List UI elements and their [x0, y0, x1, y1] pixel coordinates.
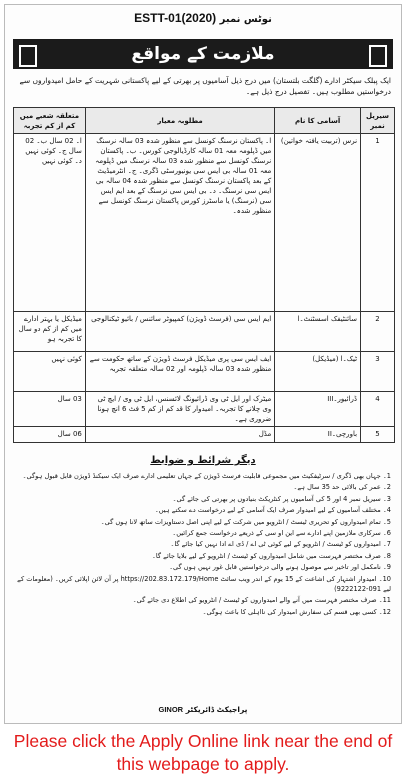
row-experience: کوئی نہیں: [14, 352, 86, 392]
table-row: [14, 352, 395, 392]
terms-item: 3۔ سیریل نمبر 4 اور 5 کی آسامیوں پر کنٹریکٹ بنیادوں پر بھرتی کی جائے گی۔: [172, 494, 391, 503]
signatory: [15, 705, 391, 714]
row-qualification: میٹرک اور ایل ٹی وی ڈرائیونگ لائسنس، ایل ٹی وی / ایچ ٹی وی چلانے کا تجربہ۔ امیدوار کا قد کم از کم 5 فٹ 6 انچ ہونا ضروری ہے۔: [85, 392, 274, 427]
signatory-title: پراجیکٹ ڈائریکٹر: [185, 705, 248, 714]
row-experience: ا۔ 02 سال ب۔ 02 سال ج۔ کوئی نہیں د۔ کوئی نہیں: [14, 134, 86, 312]
terms-item: 4۔ مختلف آسامیوں کے لیے امیدوار صرف ایک آسامی کے لیے درخواست دے سکتے ہیں۔: [154, 506, 391, 515]
table-row: [14, 427, 395, 443]
header-experience: متعلقہ شعبے میں کم از کم تجربہ: [14, 108, 86, 134]
terms-list: [15, 471, 391, 618]
terms-item: 9۔ نامکمل اور تاخیر سے موصول ہونے والی درخواستیں قابل غور نہیں ہوں گی۔: [169, 563, 391, 572]
terms-item: 7۔ امیدواروں کو ٹیسٹ / انٹرویو کے لیے کوئی ٹی اے / ڈی اے ادا نہیں کیا جائے گا۔: [170, 540, 391, 549]
posts-table: [13, 107, 395, 443]
terms-title: دیگر شرائط و ضوابط: [150, 455, 256, 466]
row-post: ڈرائیور۔III: [275, 392, 361, 427]
row-post: باورچی۔II: [275, 427, 361, 443]
row-experience: 03 سال: [14, 392, 86, 427]
row-qualification: ا۔ پاکستان نرسنگ کونسل سے منظور شدہ 03 سالہ نرسنگ میں ڈپلومہ معہ 01 سالہ کارڈیالوجی کورس۔ ب۔ پاکستان نرسنگ کونسل سے منظور شدہ 03 سالہ نرسنگ میں ڈپلومہ معہ 01 سالہ بی ایس سی یونیورسٹی ڈگری۔ ج۔ انٹرمیڈیٹ کے بعد پاکستان نرسنگ کونسل سے منظور شدہ 04 سالہ بی ایس سی نرسنگ۔ د۔ بی ایس سی نرسنگ کے بعد ایم ایس سی (نرسنگ) یا ماسٹرز کورس پاکستان نرسنگ کونسل سے منظور شدہ۔: [85, 134, 274, 312]
row-serial: 1: [361, 134, 395, 312]
terms-item: 1۔ جہاں بھی ڈگری / سرٹیفکیٹ میں مجموعی قابلیت فرسٹ ڈویژن کے جہاں تعلیمی ادارے صرف ایک سیکنڈ ڈویژن قابل قبول ہوگی۔: [22, 472, 391, 480]
row-serial: 5: [361, 427, 395, 443]
intro-text: ایک پبلک سیکٹر ادارے (گلگت بلتستان) میں درج ذیل آسامیوں پر بھرتی کے لیے پاکستانی شہریت کے حامل امیدواروں سے درخواستیں مطلوب ہیں۔ تفصیل درج ذیل ہے۔: [19, 76, 391, 96]
table-header-row: [14, 108, 395, 134]
apply-online-note: Please click the Apply Online link near the end of this webpage to apply.: [13, 731, 393, 774]
row-experience: 06 سال: [14, 427, 86, 443]
row-serial: 2: [361, 312, 395, 352]
row-experience: میڈیکل یا بہتر ادارے میں کم از کم دو سال کا تجربہ ہو: [14, 312, 86, 352]
jobs-banner: ملازمت کے مواقع: [13, 39, 393, 69]
terms-item: 2۔ عمر کی بالائی حد 35 سال ہے۔: [293, 483, 391, 492]
organization-name: GINOR: [158, 705, 184, 714]
notice-label: نوٹس نمبر: [219, 14, 272, 25]
header-serial: سیریل نمبر: [361, 108, 395, 134]
row-qualification: مڈل: [85, 427, 274, 443]
job-advertisement: [4, 4, 402, 724]
row-post: سائنٹیفک اسسٹنٹ۔ا: [275, 312, 361, 352]
terms-item: 5۔ تمام امیدواروں کو تحریری ٹیسٹ / انٹرویو میں شرکت کے لیے اپنی اصل دستاویزات ساتھ لانا ہوں گی۔: [100, 517, 391, 526]
table-row: [14, 392, 395, 427]
terms-item: 10۔ امیدوار اشتہار کی اشاعت کے 15 یوم کے اندر ویب سائٹ https://202.83.172.179/Home پر آن لائن اپلائی کریں۔ (معلومات کے لیے 091-9222122): [17, 574, 391, 594]
row-qualification: ایف ایس سی پری میڈیکل فرسٹ ڈویژن کے ساتھ حکومت سے منظور شدہ 03 سالہ ڈپلومہ اور 02 سالہ متعلقہ تجربہ: [85, 352, 274, 392]
terms-item: 6۔ سرکاری ملازمین اپنے ادارے سے این او سی کے ذریعے درخواست جمع کرائیں۔: [172, 529, 391, 538]
notice-number: [5, 11, 401, 25]
terms-item: 11۔ صرف مختصر فہرست میں آنے والے امیدواروں کو ٹیسٹ / انٹرویو کی اطلاع دی جائے گی۔: [132, 596, 391, 605]
header-post: آسامی کا نام: [275, 108, 361, 134]
table-row: [14, 312, 395, 352]
notice-ref: ESTT-01(2020): [134, 11, 217, 25]
header-qualification: مطلوبہ معیار: [85, 108, 274, 134]
table-row: [14, 134, 395, 312]
row-qualification: ایم ایس سی (فرسٹ ڈویژن) کمپیوٹر سائنس / بائیو ٹیکنالوجی: [85, 312, 274, 352]
terms-item: 12۔ کسی بھی قسم کی سفارش امیدوار کی نااہلی کا باعث ہوگی۔: [202, 607, 391, 616]
terms-item: 8۔ صرف مختصر فہرست میں شامل امیدواروں کو ٹیسٹ / انٹرویو کے لیے بلایا جائے گا۔: [152, 551, 391, 560]
row-serial: 3: [361, 352, 395, 392]
row-serial: 4: [361, 392, 395, 427]
row-post: ٹیک۔ا (میڈیکل): [275, 352, 361, 392]
row-post: نرس (تربیت یافتہ خواتین): [275, 134, 361, 312]
